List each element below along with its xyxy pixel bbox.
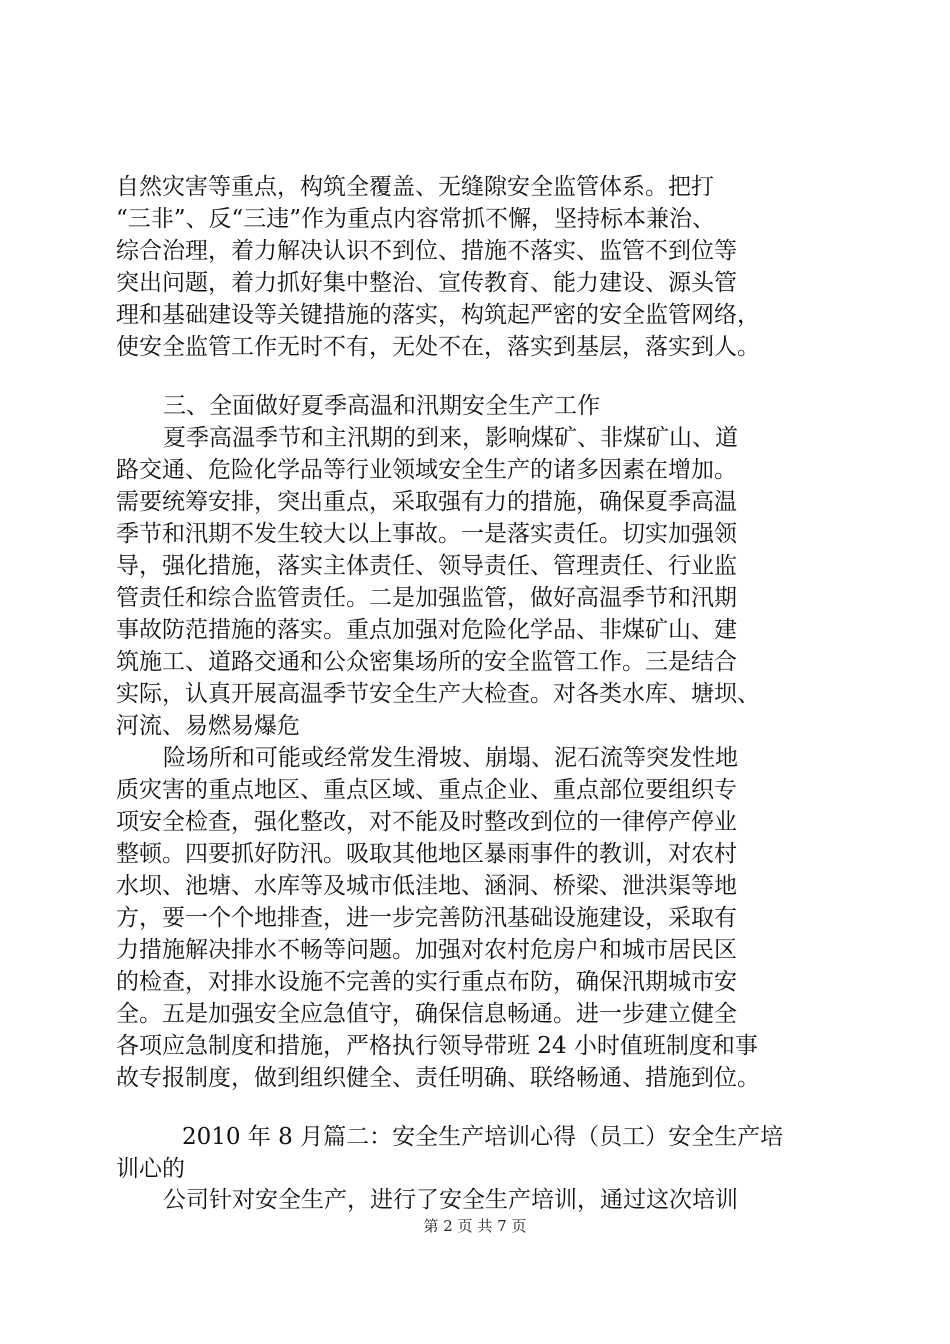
body-text-line: 突出问题，着力抓好集中整治、宣传教育、能力建设、源头管 [116, 270, 737, 296]
body-text-line: 需要统筹安排，突出重点，采取强有力的措施，确保夏季高温 [116, 489, 737, 515]
body-text-line: 各项应急制度和措施，严格执行领导带班 24 小时值班制度和事 [116, 1033, 758, 1059]
body-text-line: 实际，认真开展高温季节安全生产大检查。对各类水库、塘坝、 [116, 681, 760, 707]
section-heading: 三、全面做好夏季高温和汛期安全生产工作 [163, 393, 600, 419]
body-text-line: 使安全监管工作无时不有，无处不在，落实到基层，落实到人。 [116, 334, 760, 360]
body-text-line: 整顿。四要抓好防汛。吸取其他地区暴雨事件的教训，对农村 [116, 841, 737, 867]
body-text-line: 筑施工、道路交通和公众密集场所的安全监管工作。三是结合 [116, 649, 737, 675]
body-text-line: 水坝、池塘、水库等及城市低洼地、涵洞、桥梁、泄洪渠等地 [116, 873, 737, 899]
body-text-line: 全。五是加强安全应急值守，确保信息畅通。进一步建立健全 [116, 1001, 737, 1027]
body-text-line: 事故防范措施的落实。重点加强对危险化学品、非煤矿山、建 [116, 617, 737, 643]
body-text-line: 方，要一个个地排查，进一步完善防汛基础设施建设，采取有 [116, 905, 737, 931]
page-number-footer: 第 2 页 共 7 页 [423, 1217, 527, 1235]
body-text-line: 夏季高温季节和主汛期的到来，影响煤矿、非煤矿山、道 [163, 425, 738, 451]
body-text-line: 公司针对安全生产，进行了安全生产培训，通过这次培训 [163, 1187, 738, 1213]
body-text-line: 理和基础建设等关键措施的落实，构筑起严密的安全监管网络， [116, 302, 760, 328]
body-text-line: 力措施解决排水不畅等问题。加强对农村危房户和城市居民区 [116, 937, 737, 963]
body-text-line: 险场所和可能或经常发生滑坡、崩塌、泥石流等突发性地 [163, 745, 738, 771]
body-text-line: 导，强化措施，落实主体责任、领导责任、管理责任、行业监 [116, 553, 737, 579]
body-text-line: 河流、易燃易爆危 [116, 713, 300, 739]
body-text-line: 综合治理，着力解决认识不到位、措施不落实、监管不到位等 [116, 238, 737, 264]
body-text-line: 路交通、危险化学品等行业领域安全生产的诸多因素在增加。 [116, 457, 737, 483]
body-text-line: “三非”、反“三违”作为重点内容常抓不懈，坚持标本兼治、 [116, 206, 716, 232]
article-title-line: 2010 年 8 月篇二：安全生产培训心得（员工）安全生产培 [182, 1124, 784, 1150]
article-title-line: 训心的 [116, 1156, 185, 1182]
body-text-line: 季节和汛期不发生较大以上事故。一是落实责任。切实加强领 [116, 521, 737, 547]
body-text-line: 质灾害的重点地区、重点区域、重点企业、重点部位要组织专 [116, 777, 737, 803]
body-text-line: 自然灾害等重点，构筑全覆盖、无缝隙安全监管体系。把打 [116, 174, 714, 200]
body-text-line: 管责任和综合监管责任。二是加强监管，做好高温季节和汛期 [116, 585, 737, 611]
body-text-line: 项安全检查，强化整改，对不能及时整改到位的一律停产停业 [116, 809, 737, 835]
body-text-line: 的检查，对排水设施不完善的实行重点布防，确保汛期城市安 [116, 969, 737, 995]
body-text-line: 故专报制度，做到组织健全、责任明确、联络畅通、措施到位。 [116, 1065, 760, 1091]
